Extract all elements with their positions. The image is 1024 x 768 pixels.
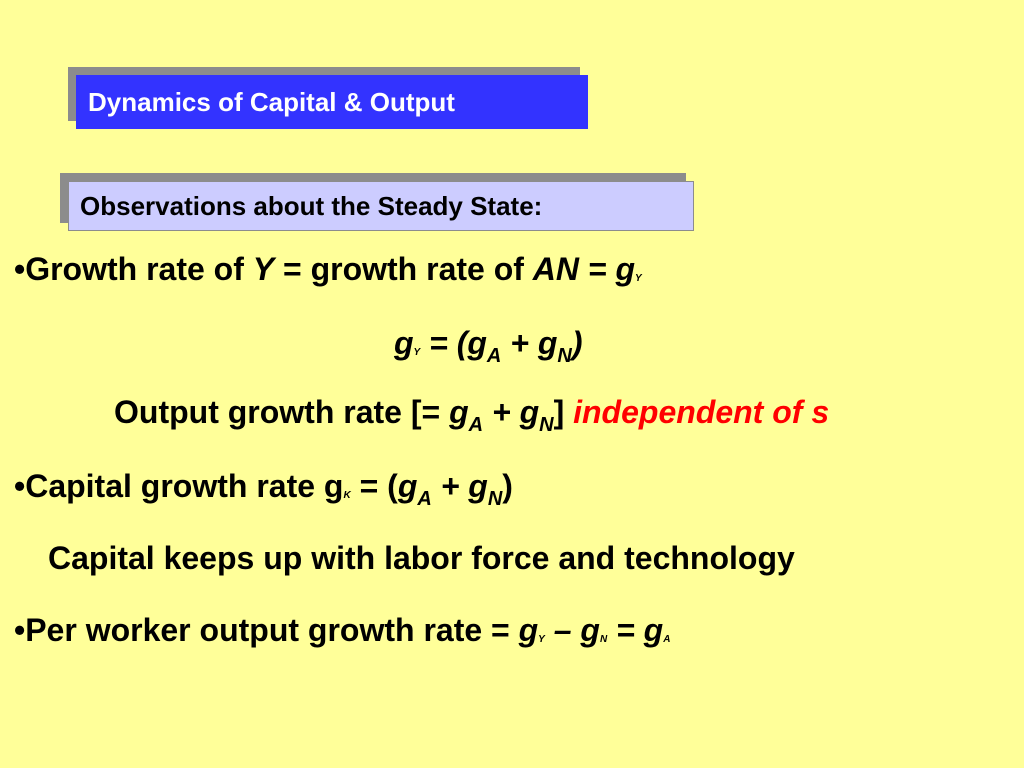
slide-title: Dynamics of Capital & Output — [88, 86, 455, 117]
subscript-a: A — [417, 488, 432, 510]
subscript-a: A — [663, 634, 671, 645]
subscript-y: Y — [635, 273, 642, 284]
highlight-text: independent of s — [573, 394, 830, 430]
text: Per worker output growth rate = — [25, 612, 519, 648]
text: = (g — [420, 325, 487, 361]
text: = ( — [350, 468, 398, 504]
subscript-a: A — [468, 414, 484, 436]
equation-line-2 — [394, 323, 582, 376]
bullet-marker: • — [14, 251, 26, 287]
slide-title-box — [76, 75, 588, 129]
subscript-y: Y — [538, 634, 545, 645]
text: – g — [544, 612, 600, 648]
subscript-n: N — [557, 345, 572, 367]
text: Capital growth rate g — [25, 468, 344, 504]
var-g: g — [449, 394, 469, 430]
subscript-y: Y — [413, 347, 421, 358]
text: ) — [502, 468, 513, 504]
subscript-a: A — [486, 345, 502, 367]
text-line-3 — [114, 392, 829, 445]
text: + g — [431, 468, 488, 504]
var-g: g — [397, 468, 418, 504]
subscript-n: N — [539, 414, 554, 436]
text: ] — [553, 394, 574, 430]
bullet-marker: • — [14, 612, 26, 648]
slide-subtitle: Observations about the Steady State: — [80, 190, 543, 221]
text-line-5 — [48, 538, 795, 578]
subscript-n: N — [487, 488, 503, 510]
text: Capital keeps up with labor force and technology — [48, 540, 795, 576]
bullet-marker: • — [14, 468, 26, 504]
bullet-line-4 — [14, 466, 513, 519]
subscript-n: N — [599, 634, 608, 645]
var-an-g: AN = g — [532, 251, 636, 287]
text: = growth rate of — [274, 251, 533, 287]
text: + g — [501, 325, 558, 361]
text: = g — [607, 612, 664, 648]
var-y: Y — [252, 251, 275, 287]
subscript-k: K — [343, 490, 351, 501]
var-g: g — [518, 612, 539, 648]
text: Growth rate of — [25, 251, 253, 287]
text: ) — [571, 325, 583, 361]
bullet-line-6 — [14, 610, 670, 660]
bullet-line-1 — [14, 249, 642, 299]
text: Output growth rate [= — [114, 394, 450, 430]
text: + g — [483, 394, 540, 430]
var-g: g — [394, 325, 414, 361]
subtitle-box — [68, 181, 694, 231]
